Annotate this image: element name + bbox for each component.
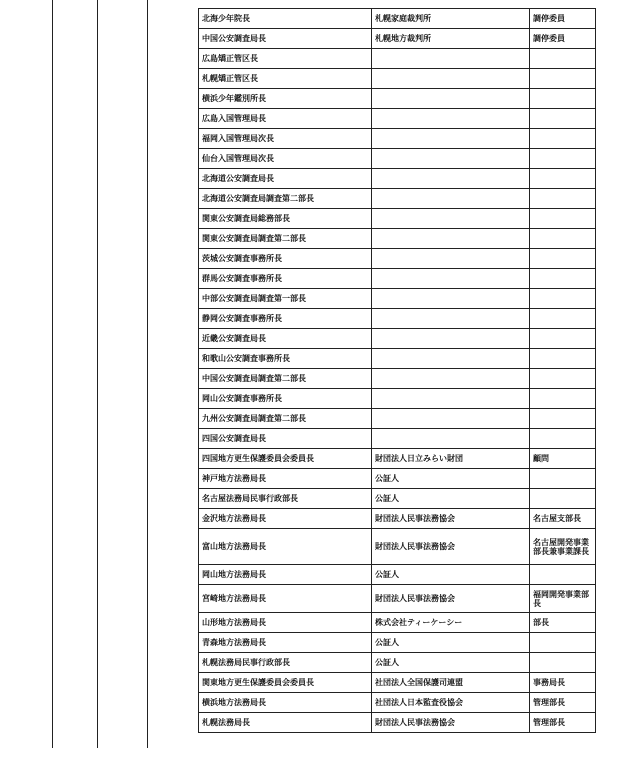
left-border-line-3 [147, 0, 148, 748]
table-row [199, 9, 596, 29]
organization-cell: 株式会社ティーケーシー [372, 613, 530, 633]
left-border-line-2 [97, 0, 98, 748]
position-cell [530, 89, 596, 109]
position-cell [530, 289, 596, 309]
position-cell [530, 149, 596, 169]
table-row [199, 169, 596, 189]
table-row [199, 429, 596, 449]
former-post-cell: 近畿公安調査局長 [199, 329, 372, 349]
table-row [199, 229, 596, 249]
position-cell [530, 489, 596, 509]
organization-cell [372, 149, 530, 169]
organization-cell: 財団法人民事法務協会 [372, 585, 530, 613]
position-cell [530, 369, 596, 389]
position-cell [530, 209, 596, 229]
table-row [199, 129, 596, 149]
former-post-cell: 宮崎地方法務局長 [199, 585, 372, 613]
organization-cell [372, 249, 530, 269]
organization-cell [372, 329, 530, 349]
position-cell: 顧問 [530, 449, 596, 469]
table-row [199, 109, 596, 129]
former-post-cell: 中部公安調査局調査第一部長 [199, 289, 372, 309]
organization-cell [372, 129, 530, 149]
table-row [199, 269, 596, 289]
position-cell [530, 409, 596, 429]
table-row [199, 653, 596, 673]
organization-cell: 札幌地方裁判所 [372, 29, 530, 49]
position-cell [530, 229, 596, 249]
position-cell [530, 633, 596, 653]
organization-cell: 財団法人日立みらい財団 [372, 449, 530, 469]
former-post-cell: 札幌法務局長 [199, 713, 372, 733]
table-row [199, 329, 596, 349]
organization-cell: 社団法人全国保護司連盟 [372, 673, 530, 693]
former-post-cell: 四国地方更生保護委員会委員長 [199, 449, 372, 469]
organization-cell [372, 189, 530, 209]
organization-cell [372, 169, 530, 189]
position-cell [530, 429, 596, 449]
personnel-table [198, 8, 596, 733]
position-cell [530, 349, 596, 369]
former-post-cell: 横浜少年鑑別所長 [199, 89, 372, 109]
position-cell [530, 109, 596, 129]
organization-cell: 財団法人民事法務協会 [372, 509, 530, 529]
organization-cell [372, 409, 530, 429]
table-row [199, 409, 596, 429]
organization-cell: 公証人 [372, 653, 530, 673]
position-cell [530, 249, 596, 269]
table-row [199, 249, 596, 269]
former-post-cell: 札幌矯正管区長 [199, 69, 372, 89]
table-row [199, 633, 596, 653]
organization-cell [372, 229, 530, 249]
position-cell [530, 69, 596, 89]
former-post-cell: 広島矯正管区長 [199, 49, 372, 69]
organization-cell [372, 369, 530, 389]
position-cell: 管理部長 [530, 713, 596, 733]
former-post-cell: 仙台入国管理局次長 [199, 149, 372, 169]
former-post-cell: 広島入国管理局長 [199, 109, 372, 129]
former-post-cell: 札幌法務局民事行政部長 [199, 653, 372, 673]
position-cell [530, 189, 596, 209]
position-cell [530, 49, 596, 69]
table-row [199, 449, 596, 469]
former-post-cell: 九州公安調査局調査第二部長 [199, 409, 372, 429]
table-row [199, 565, 596, 585]
organization-cell [372, 349, 530, 369]
former-post-cell: 金沢地方法務局長 [199, 509, 372, 529]
former-post-cell: 静岡公安調査事務所長 [199, 309, 372, 329]
position-cell [530, 269, 596, 289]
former-post-cell: 北海道公安調査局調査第二部長 [199, 189, 372, 209]
organization-cell [372, 389, 530, 409]
organization-cell [372, 429, 530, 449]
former-post-cell: 岡山公安調査事務所長 [199, 389, 372, 409]
left-border-line-1 [52, 0, 53, 748]
former-post-cell: 関東公安調査局総務部長 [199, 209, 372, 229]
organization-cell [372, 309, 530, 329]
organization-cell [372, 209, 530, 229]
position-cell: 調停委員 [530, 9, 596, 29]
former-post-cell: 富山地方法務局長 [199, 529, 372, 565]
position-cell [530, 129, 596, 149]
table-row [199, 693, 596, 713]
position-cell: 部長 [530, 613, 596, 633]
table-row [199, 529, 596, 565]
table-row [199, 389, 596, 409]
position-cell: 管理部長 [530, 693, 596, 713]
organization-cell: 公証人 [372, 469, 530, 489]
former-post-cell: 関東公安調査局調査第二部長 [199, 229, 372, 249]
position-cell [530, 469, 596, 489]
table-row [199, 369, 596, 389]
organization-cell [372, 89, 530, 109]
table-row [199, 469, 596, 489]
organization-cell [372, 289, 530, 309]
position-cell: 調停委員 [530, 29, 596, 49]
organization-cell: 札幌家庭裁判所 [372, 9, 530, 29]
former-post-cell: 茨城公安調査事務所長 [199, 249, 372, 269]
former-post-cell: 横浜地方法務局長 [199, 693, 372, 713]
former-post-cell: 群馬公安調査事務所長 [199, 269, 372, 289]
organization-cell [372, 109, 530, 129]
former-post-cell: 北海道公安調査局長 [199, 169, 372, 189]
table-row [199, 49, 596, 69]
position-cell: 事務局長 [530, 673, 596, 693]
former-post-cell: 中国公安調査局長 [199, 29, 372, 49]
table-row [199, 309, 596, 329]
organization-cell: 財団法人民事法務協会 [372, 529, 530, 565]
former-post-cell: 中国公安調査局調査第二部長 [199, 369, 372, 389]
former-post-cell: 岡山地方法務局長 [199, 565, 372, 585]
organization-cell: 財団法人民事法務協会 [372, 713, 530, 733]
organization-cell: 公証人 [372, 633, 530, 653]
table-row [199, 509, 596, 529]
table-row [199, 29, 596, 49]
former-post-cell: 神戸地方法務局長 [199, 469, 372, 489]
former-post-cell: 北海少年院長 [199, 9, 372, 29]
former-post-cell: 和歌山公安調査事務所長 [199, 349, 372, 369]
position-cell: 名古屋開発事業部長兼事業課長 [530, 529, 596, 565]
former-post-cell: 四国公安調査局長 [199, 429, 372, 449]
table-row [199, 289, 596, 309]
table-row [199, 489, 596, 509]
position-cell [530, 309, 596, 329]
position-cell [530, 653, 596, 673]
former-post-cell: 青森地方法務局長 [199, 633, 372, 653]
former-post-cell: 山形地方法務局長 [199, 613, 372, 633]
table-row [199, 673, 596, 693]
former-post-cell: 名古屋法務局民事行政部長 [199, 489, 372, 509]
organization-cell: 公証人 [372, 489, 530, 509]
table-row [199, 349, 596, 369]
former-post-cell: 福岡入国管理局次長 [199, 129, 372, 149]
position-cell: 名古屋支部長 [530, 509, 596, 529]
table-row [199, 613, 596, 633]
organization-cell: 社団法人日本監査役協会 [372, 693, 530, 713]
position-cell [530, 329, 596, 349]
table-row [199, 585, 596, 613]
table-row [199, 209, 596, 229]
personnel-table-body [199, 9, 596, 733]
table-row [199, 89, 596, 109]
former-post-cell: 関東地方更生保護委員会委員長 [199, 673, 372, 693]
position-cell [530, 169, 596, 189]
table-row [199, 189, 596, 209]
table-row [199, 149, 596, 169]
position-cell [530, 565, 596, 585]
organization-cell [372, 269, 530, 289]
table-row [199, 713, 596, 733]
organization-cell [372, 69, 530, 89]
table-row [199, 69, 596, 89]
position-cell: 福岡開発事業部長 [530, 585, 596, 613]
organization-cell: 公証人 [372, 565, 530, 585]
position-cell [530, 389, 596, 409]
organization-cell [372, 49, 530, 69]
